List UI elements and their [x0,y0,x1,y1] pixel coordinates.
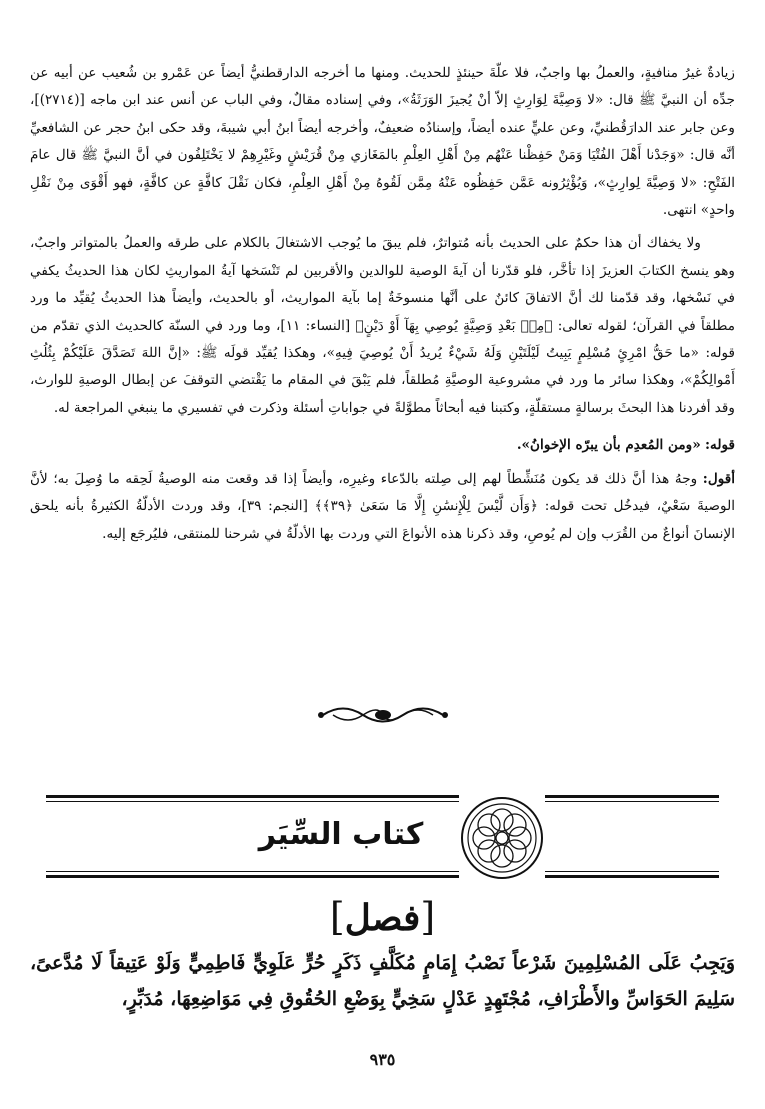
chapter-rule [46,801,719,802]
section-heading-text: فصل [344,897,421,939]
flourish-ornament-icon [313,700,453,730]
commentary-block [30,60,735,548]
chapter-banner [46,795,719,880]
commentary-paragraph-1: زيادةٌ غيرُ منافيةٍ، والعملُ بها واجبٌ، فلا علّةَ حينئذٍ للحديث. ومنها ما أخرجه الدارقطنيُّ أيضاً عن عَمْرو بن شُعيب عن أبيه عن جدِّه أن النبيَّ ﷺ قال: «لا وَصِيَّةَ لِوَارِثٍ إلاّ أنْ يُجيزَ الوَرَثَةُ»، وفي إسناده مقالٌ، وفي الباب عن أنس عند ابن ماجه [(٢٧١٤)]، وعن جابر عند الدارَقُطنيِّ، وعن عليٍّ عنده أيضاً، وإسنادُه ضعيفٌ، وأخرجه أيضاً ابنُ أبي شيبةَ، وقد حكى ابنُ حجر عن الشافعيِّ أنَّه قال: «وَجَدْنا أَهْلَ الفُتْيَا وَمَنْ حَفِظْنا عَنْهُم مِنْ أَهْلِ العِلْمِ بالمَغَازي مِنْ قُرَيْشٍ وغَيْرِهِمْ لا يَخْتَلِفُون في أنَّ النبيَّ ﷺ قال عامَ الفَتْحِ: «لا وَصِيَّةَ لِوارِثٍ»، وَيُؤْثِرُونه عَمَّن حَفِظُوه عَنْهُ مِمَّن لَقُوهُ مِنْ أَهْلِ العِلْمِ، فكان نَقْلَ كافَّةٍ عن كافَّةٍ، فهو أَقْوَى مِنْ نَقْلِ واحدٍ» انتهى. [30,65,735,219]
commentary-paragraph-4 [30,466,735,548]
matn-quote: «ومن المُعدِم بأن يبرّه الإخوانُ». [516,437,701,454]
section-heading: [فصل] [329,895,436,939]
chapter-title: كتاب السِّيَر [258,817,424,852]
chapter-rule [46,875,719,878]
chapter-rule [46,871,719,872]
page-number: ٩٣٥ [369,1050,396,1069]
medallion-ornament-icon [459,795,545,881]
commentary-paragraph-2: ولا يخفاك أن هذا حكمٌ على الحديث بأنه مُتواترٌ، فلم يبقَ ما يُوجب الاشتغالَ بالكلام على طرقه والعملُ بالمتواتر واجبٌ، وهو ينسخ الكتابَ العزيزَ إذا تأخَّر، فلو قدّرنا أن آيةَ الوصية للوالدين والأقربين لم تَنْسَخها آيةُ المواريثِ لكان هذا الحديثُ يكفي في نَسْخها، وقد قدّمنا لك أنَّ الاتفاقَ كائنٌ على أنَّها منسوخَةٌ إما بآية المواريث، أو بالحديث، وأيضاً هذا الحديثُ يُقيِّد ما ورد مطلقاً في القرآن؛ لقوله تعالى: ﴿مِنۢ بَعْدِ وَصِيَّةٍ يُوصِي بِهَآ أَوْ دَيْنٍ﴾ [النساء: ١١]، وما ورد في السنّة كالحديث الذي تقدّم من قوله: «ما حَقُّ امْرِئٍ مُسْلِمٍ يَبِيتُ لَيْلَتَيْنِ وَلَهُ شَيْءٌ يُريدُ أَنْ يُوصِيَ فِيهِ»، وهكذا يُقيِّد قولَه ﷺ: «إنَّ اللهَ تَصَدَّقَ عَلَيْكُمْ بِثُلُثِ أَمْوالِكُمْ»، وهكذا سائر ما ورد في مشروعية الوصيَّةِ مُطلقاً، فلم يَبْقَ في المقام ما يَقْتضي التوقفَ عن إبطال الوصيةِ للوارث، وقد أفردنا هذا البحثَ برسالةٍ مستقلّةٍ، وكتبنا فيه أبحاثاً مطوَّلةً في جواباتِ أسئلة وذكرت في تفسيري ما ينبغي المراجعة له. [30,235,735,416]
qawluhu-label: قوله: [705,437,735,454]
section-ornament [0,700,765,740]
aqulu-label: أقول: [702,470,735,487]
chapter-rule [46,795,719,798]
matn-text: وَيَجِبُ عَلَى المُسْلِمِينَ شَرْعاً نَصْبُ إِمَامٍ مُكَلَّفٍ ذَكَرٍ حُرٍّ عَلَوِيٍّ فَاطِمِيٍّ وَلَوْ عَتِيقاً لَا مُدَّعىً، سَلِيمَ الحَوَاسِّ والأَطْرَافِ، مُجْتَهِدٍ عَدْلٍ سَخِيٍّ بِوَضْعِ الحُقُوقِ فِي مَوَاضِعِهَا، مُدَبِّرٍ، [30,952,735,1010]
commentary-paragraph-4-text: وجهُ هذا أنَّ ذلك قد يكون مُنَشِّطاً لهم إلى صِلته بالدّعاء وغيرِه، وأيضاً إذا قد وقعت منه الوصيةُ لَحِقه ما وُصِلَ به؛ لأنَّ الوصيةَ سَعْيٌ، فيدخُل تحت قوله: ﴿وَأَن لَّيْسَ لِلْإِنسَٰنِ إِلَّا مَا سَعَىٰ ﴿٣٩﴾﴾ [النجم: ٣٩]، وقد وردت الأدلّةُ الكثيرةُ بأنه يلحق الإنسانَ أنواعٌ من القُرَب وإن لم يُوصِ، وقد ذكرنا هذه الأنواعَ التي وردت بها الأدلّةُ في شرحنا للمنتقى، فليُرجَع إليه. [30,470,735,542]
commentary-paragraph-3 [30,432,735,459]
